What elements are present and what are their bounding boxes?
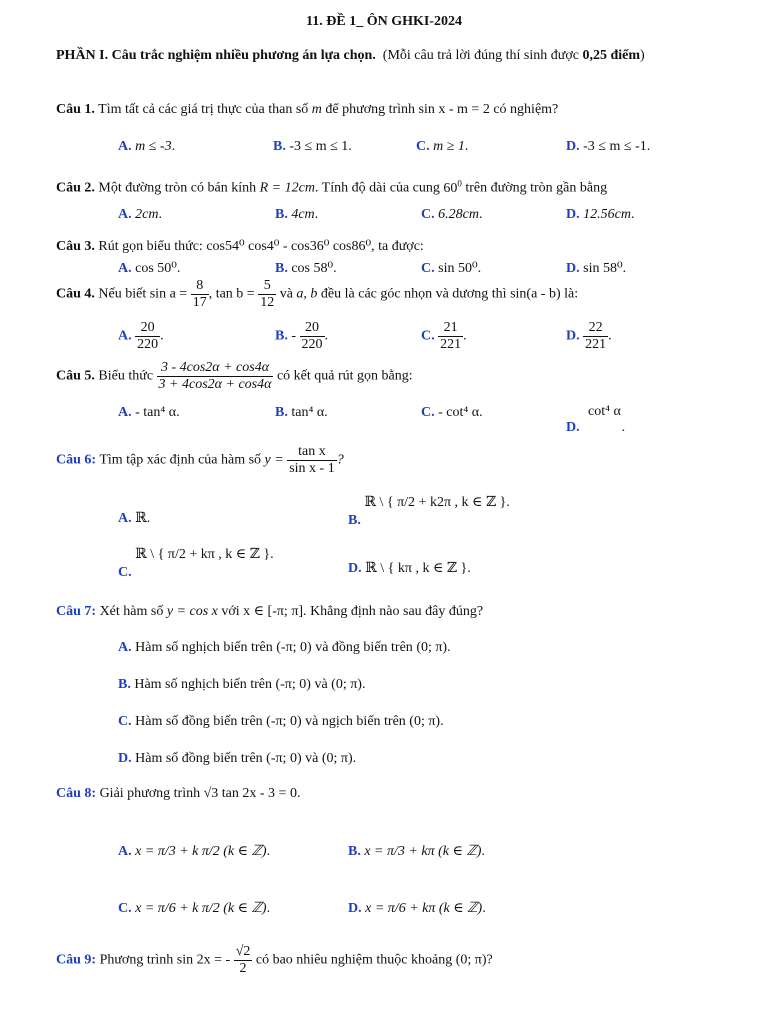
option-letter: B.: [273, 139, 286, 154]
option-letter: C.: [421, 207, 435, 222]
question-label: Câu 4.: [56, 286, 95, 302]
question-text: Một đường tròn có bán kính: [98, 180, 257, 196]
question-3: [56, 238, 424, 255]
option-value: ℝ \ { π/2 + k2π , k ∈ ℤ }: [364, 495, 507, 510]
question-text: Giải phương trình: [99, 786, 201, 801]
math-interval: (-π; 0): [266, 751, 302, 766]
option-letter: B.: [275, 261, 288, 276]
fraction-denominator: 220: [137, 337, 159, 352]
option-d[interactable]: D. 12.56cm.: [566, 207, 635, 222]
option-value: cot⁴ α: [588, 404, 621, 419]
question-text: Rút gọn biểu thức:: [98, 239, 203, 254]
part-note-post: ): [640, 48, 645, 63]
question-text: có nghiệm?: [493, 102, 559, 117]
option-c[interactable]: C. 6.28cm.: [421, 207, 483, 222]
math-equation: √3 tan 2x - 3 = 0.: [203, 786, 301, 801]
question-text: trên đường tròn gần bằng: [465, 180, 608, 196]
math-var: m: [311, 102, 322, 117]
option-a[interactable]: A. x = π/3 + k π/2 (k ∈ ℤ).: [118, 844, 271, 859]
question-label: Câu 9:: [56, 952, 97, 968]
option-letter: B.: [275, 405, 288, 420]
option-d[interactable]: D. ℝ \ { kπ , k ∈ ℤ }.: [348, 561, 471, 576]
option-a[interactable]: A. cos 50⁰.: [118, 261, 181, 276]
question-text: Khẳng định nào sau đây đúng?: [310, 604, 484, 619]
option-c[interactable]: C. Hàm số đồng biến trên (-π; 0) và ngịch biến trên (0; π).: [118, 714, 444, 729]
math-interval: (-π; 0): [275, 677, 311, 692]
option-letter: A.: [118, 139, 132, 154]
question-text: với: [221, 604, 240, 619]
option-text: Hàm số đồng biến trên: [135, 714, 263, 729]
option-text: và: [314, 677, 328, 692]
option-a[interactable]: A. $\frac{20}{220}$ .: [118, 320, 164, 352]
fraction-numerator: 22: [583, 320, 608, 337]
question-text: Xét hàm số: [99, 604, 164, 619]
option-letter: A.: [118, 328, 132, 344]
part-heading: [56, 48, 645, 64]
question-label: Câu 3.: [56, 239, 95, 254]
question-label: Câu 6:: [56, 452, 97, 468]
math-radius: R = 12cm: [259, 180, 315, 196]
question-label: Câu 1.: [56, 102, 95, 117]
math-domain: x ∈ [-π; π].: [243, 604, 307, 619]
option-value: x = π/6 + k π/2 (k ∈ ℤ): [135, 901, 267, 916]
option-letter: C.: [421, 328, 435, 344]
option-c[interactable]: C. m ≥ 1.: [416, 139, 469, 154]
option-a[interactable]: A. ℝ.: [118, 511, 151, 526]
option-letter: A.: [118, 511, 132, 526]
option-a[interactable]: A. Hàm số nghịch biến trên (-π; 0) và đồng biến trên (0; π).: [118, 640, 451, 655]
option-text: và: [305, 751, 319, 766]
page-title: 11. ĐỀ 1_ ÔN GHKI-2024: [306, 14, 462, 29]
option-letter: A.: [118, 640, 132, 655]
question-text: Phương trình: [99, 952, 174, 968]
question-text: Nếu biết: [98, 286, 147, 302]
option-value: x = π/3 + kπ (k ∈ ℤ): [364, 844, 482, 859]
option-value: x = π/3 + k π/2 (k ∈ ℤ): [135, 844, 267, 859]
fraction-denominator: 2: [239, 961, 247, 976]
option-value: -3 ≤ m ≤ -1: [583, 139, 647, 154]
option-value: tan⁴ α: [291, 405, 325, 420]
option-letter: D.: [348, 561, 362, 576]
fraction-denominator: 220: [301, 337, 323, 352]
math-sin-a: sin a =: [149, 286, 188, 302]
option-letter: A.: [118, 207, 132, 222]
fraction-numerator: 5: [258, 278, 276, 295]
fraction-numerator: 21: [438, 320, 463, 337]
option-value: - tan⁴ α: [135, 405, 177, 420]
question-text: , ta được:: [371, 239, 424, 254]
math-interval: (0; π): [416, 640, 448, 655]
option-letter: D.: [566, 207, 580, 222]
option-a[interactable]: A. - tan⁴ α.: [118, 405, 180, 420]
math-equation: sin 2x = -: [176, 952, 231, 968]
question-9: [56, 944, 493, 977]
option-d[interactable]: D. x = π/6 + kπ (k ∈ ℤ).: [348, 901, 486, 916]
option-letter: B.: [275, 207, 288, 222]
question-8: [56, 786, 300, 802]
math-interval: (0; π): [321, 751, 353, 766]
option-value: sin 58⁰: [583, 261, 623, 276]
fraction-denominator: 17: [192, 295, 207, 310]
fraction-numerator: tan x: [287, 444, 337, 461]
math-equation: sin x - m = 2: [418, 102, 490, 117]
fraction-denominator: 12: [260, 295, 275, 310]
option-letter: D.: [118, 751, 132, 766]
option-value: - cot⁴ α: [438, 405, 480, 420]
option-b[interactable]: B. -3 ≤ m ≤ 1.: [273, 139, 352, 154]
question-text: có kết quả rút gọn bằng:: [276, 368, 413, 384]
math-interval: (-π; 0): [266, 714, 302, 729]
option-letter: A.: [118, 261, 132, 276]
option-value: sin 50⁰: [438, 261, 478, 276]
option-letter: C.: [421, 405, 435, 420]
question-label: Câu 2.: [56, 180, 95, 196]
part-note-bold: 0,25 điểm: [582, 48, 641, 63]
option-c[interactable]: C. $\frac{21}{221}$ .: [421, 320, 467, 352]
option-b[interactable]: B. tan⁴ α.: [275, 405, 328, 420]
math-vars: a, b: [296, 286, 318, 302]
math-interval: (0; π)?: [455, 952, 493, 968]
option-c[interactable]: C. ℝ \ { π/2 + kπ , k ∈ ℤ }.: [118, 547, 274, 580]
option-value: ℝ \ { π/2 + kπ , k ∈ ℤ }: [135, 547, 271, 562]
question-label: Câu 7:: [56, 604, 97, 619]
option-letter: B.: [118, 677, 131, 692]
option-text: Hàm số đồng biến trên: [135, 751, 263, 766]
option-sign: -: [291, 328, 297, 344]
question-label: Câu 8:: [56, 786, 97, 801]
option-value: 4cm: [291, 207, 315, 222]
option-letter: D.: [566, 420, 580, 435]
fraction-denominator: 221: [440, 337, 462, 352]
question-text: Biểu thức: [98, 368, 154, 384]
option-letter: C.: [118, 714, 132, 729]
option-b[interactable]: B. Hàm số nghịch biến trên (-π; 0) và (0; π).: [118, 677, 366, 692]
question-text: . Tính độ dài của cung: [314, 180, 440, 196]
option-d[interactable]: D. $\frac{22}{221}$ .: [566, 320, 612, 352]
question-text: và: [279, 286, 293, 302]
option-letter: D.: [566, 328, 580, 344]
fraction-numerator: 8: [191, 278, 209, 295]
math-interval: (-π; 0): [276, 640, 312, 655]
option-text: và đồng biến trên: [315, 640, 413, 655]
option-letter: C.: [416, 139, 430, 154]
option-letter: C.: [118, 565, 132, 580]
fraction-denominator: sin x - 1: [289, 461, 335, 476]
math-function: y = cos x: [166, 604, 218, 619]
option-value: cos 50⁰: [135, 261, 177, 276]
fraction-numerator: √2: [235, 944, 251, 959]
math-tan-b: , tan b =: [208, 286, 255, 302]
option-d[interactable]: cot⁴ α D. .: [566, 404, 626, 435]
fraction-numerator: 20: [300, 320, 325, 337]
part-heading-label: PHẦN I. Câu trắc nghiệm nhiều phương án lựa chọn.: [56, 48, 376, 63]
question-text: Tìm tất cả các giá trị thực của than số: [98, 102, 309, 117]
option-d[interactable]: D. sin 58⁰.: [566, 261, 627, 276]
math-interval: (0; π): [409, 714, 441, 729]
option-b[interactable]: B. - $\frac{20}{220}$ .: [275, 320, 329, 352]
option-c[interactable]: C. x = π/6 + k π/2 (k ∈ ℤ).: [118, 901, 271, 916]
question-text: đều là các góc nhọn và dương thì: [320, 286, 507, 302]
fraction-denominator: 3 + 4cos2α + cos4α: [158, 377, 272, 392]
option-letter: A.: [118, 844, 132, 859]
question-7: [56, 603, 483, 620]
option-value: ℝ \ { kπ , k ∈ ℤ }: [365, 561, 468, 576]
option-value: -3 ≤ m ≤ 1: [289, 139, 349, 154]
question-6: [56, 444, 344, 477]
option-letter: D.: [348, 901, 362, 916]
option-c[interactable]: C. - cot⁴ α.: [421, 405, 483, 420]
option-letter: C.: [421, 261, 435, 276]
question-text: để phương trình: [325, 102, 416, 117]
option-letter: C.: [118, 901, 132, 916]
math-sin-diff: sin(a - b): [510, 286, 561, 302]
option-letter: D.: [566, 139, 580, 154]
option-letter: B.: [348, 513, 361, 528]
option-letter: D.: [566, 261, 580, 276]
option-value: m ≥ 1: [433, 139, 465, 154]
math-y: y =: [264, 452, 284, 468]
option-value: cos 58⁰: [291, 261, 334, 276]
option-value: 12.56cm: [583, 207, 631, 222]
option-d[interactable]: D. -3 ≤ m ≤ -1.: [566, 139, 651, 154]
option-b[interactable]: B. 4cm.: [275, 207, 319, 222]
question-5: [56, 360, 413, 393]
question-text: có bao nhiêu nghiệm thuộc khoảng: [255, 952, 453, 968]
option-a[interactable]: A. 2cm.: [118, 207, 162, 222]
fraction-numerator: 3 - 4cos2α + cos4α: [157, 360, 274, 377]
option-value: ℝ: [135, 511, 147, 526]
option-a[interactable]: A. m ≤ -3.: [118, 139, 176, 154]
option-value: 2cm: [135, 207, 159, 222]
option-c[interactable]: C. sin 50⁰.: [421, 261, 482, 276]
option-value: m ≤ -3: [135, 139, 172, 154]
option-b[interactable]: B. ℝ \ { π/2 + k2π , k ∈ ℤ }.: [348, 495, 510, 528]
option-text: Hàm số nghịch biến trên: [135, 640, 273, 655]
math-interval: (0; π): [331, 677, 362, 692]
question-mark: ?: [336, 452, 344, 468]
question-text: là:: [564, 286, 579, 302]
fraction-denominator: 221: [585, 337, 607, 352]
option-letter: B.: [275, 328, 288, 344]
math-arc: 60: [443, 180, 458, 196]
question-text: Tìm tập xác định của hàm số: [99, 452, 262, 468]
option-value: x = π/6 + kπ (k ∈ ℤ): [365, 901, 483, 916]
math-expression: cos54⁰ cos4⁰ - cos36⁰ cos86⁰: [206, 239, 372, 254]
option-b[interactable]: B. x = π/3 + kπ (k ∈ ℤ).: [348, 844, 485, 859]
option-letter: A.: [118, 405, 132, 420]
option-d[interactable]: D. Hàm số đồng biến trên (-π; 0) và (0; π).: [118, 751, 357, 766]
option-value: 6.28cm: [438, 207, 479, 222]
option-letter: B.: [348, 844, 361, 859]
option-text: Hàm số nghịch biến trên: [134, 677, 272, 692]
option-b[interactable]: B. cos 58⁰.: [275, 261, 337, 276]
question-4: [56, 278, 578, 311]
fraction-numerator: 20: [135, 320, 160, 337]
question-1: [56, 102, 558, 118]
question-label: Câu 5.: [56, 368, 95, 384]
option-text: và ngịch biến trên: [305, 714, 406, 729]
question-2: Câu 2. Một đường tròn có bán kính R = 12cm. Tính độ dài của cung $60^0$ trên đường tròn gần bằng: [56, 178, 608, 196]
part-note-pre: (Mỗi câu trả lời đúng thí sinh được: [382, 48, 583, 63]
